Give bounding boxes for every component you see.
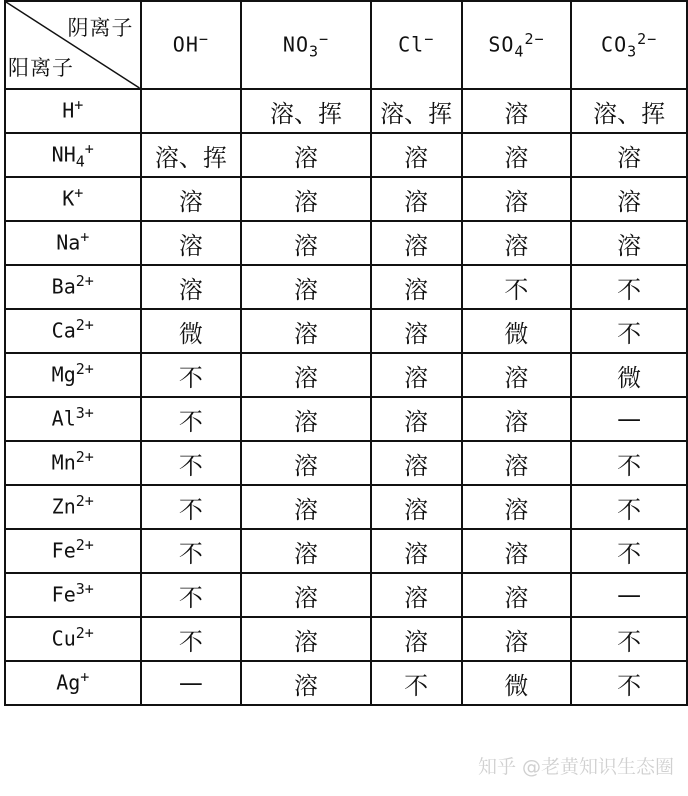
solubility-cell: 溶	[241, 221, 371, 265]
solubility-cell: 溶	[462, 89, 572, 133]
solubility-cell: 溶	[462, 529, 572, 573]
solubility-cell: 不	[141, 485, 242, 529]
solubility-cell: 微	[141, 309, 242, 353]
table-row	[5, 177, 687, 221]
solubility-cell: 溶	[462, 441, 572, 485]
cation-cell: $Ba^{2+}$	[5, 265, 141, 309]
solubility-cell: 溶	[241, 353, 371, 397]
table-row	[5, 573, 687, 617]
solubility-cell: 溶	[141, 265, 242, 309]
solubility-cell	[141, 89, 242, 133]
anion-header-oh: OH−	[141, 1, 242, 89]
cation-cell: H+	[5, 89, 141, 133]
cation-cell: $Zn^{2+}$	[5, 485, 141, 529]
table-row	[5, 485, 687, 529]
header-row	[5, 1, 687, 89]
solubility-cell: 溶	[241, 529, 371, 573]
solubility-cell: 溶	[571, 177, 687, 221]
solubility-cell: 溶	[241, 265, 371, 309]
solubility-cell: 不	[571, 529, 687, 573]
solubility-cell: 溶	[371, 133, 462, 177]
solubility-table	[4, 0, 688, 706]
table-row	[5, 529, 687, 573]
solubility-cell: 不	[141, 441, 242, 485]
solubility-cell: 溶、挥	[571, 89, 687, 133]
solubility-cell: 不	[571, 617, 687, 661]
solubility-cell: 溶	[371, 573, 462, 617]
solubility-cell: 溶	[371, 441, 462, 485]
table-row	[5, 265, 687, 309]
solubility-cell: 溶	[241, 133, 371, 177]
solubility-cell: 溶	[371, 177, 462, 221]
table-row	[5, 89, 687, 133]
cation-cell: $Al^{3+}$	[5, 397, 141, 441]
solubility-cell: 溶、挥	[371, 89, 462, 133]
solubility-cell: 溶	[371, 309, 462, 353]
solubility-cell: 溶	[462, 133, 572, 177]
cation-cell: $NH_4^+$	[5, 133, 141, 177]
cation-cell: Na+	[5, 221, 141, 265]
solubility-cell: 溶	[241, 397, 371, 441]
solubility-cell: 溶	[462, 485, 572, 529]
solubility-cell: 溶	[571, 133, 687, 177]
solubility-cell: —	[571, 573, 687, 617]
solubility-cell: 溶、挥	[141, 133, 242, 177]
anion-header-co3: $CO_3^{2-}$	[571, 1, 687, 89]
cation-cell: Ag+	[5, 661, 141, 705]
solubility-cell: 微	[462, 309, 572, 353]
table-row	[5, 397, 687, 441]
cation-cell: $Fe^{3+}$	[5, 573, 141, 617]
cation-cell: $Fe^{2+}$	[5, 529, 141, 573]
solubility-cell: 溶	[371, 397, 462, 441]
solubility-cell: 溶	[462, 573, 572, 617]
solubility-cell: 微	[571, 353, 687, 397]
table-row	[5, 133, 687, 177]
solubility-cell: 溶	[241, 617, 371, 661]
solubility-cell: 溶	[462, 397, 572, 441]
cation-axis-label: 阳离子	[8, 56, 74, 80]
solubility-cell: 溶	[241, 485, 371, 529]
solubility-cell: 不	[571, 265, 687, 309]
table-row	[5, 221, 687, 265]
cation-cell: $Ca^{2+}$	[5, 309, 141, 353]
solubility-cell: 溶	[462, 353, 572, 397]
solubility-cell: 溶	[371, 617, 462, 661]
solubility-cell: 溶	[371, 529, 462, 573]
cation-cell: $Cu^{2+}$	[5, 617, 141, 661]
solubility-cell: 不	[141, 529, 242, 573]
solubility-cell: 不	[571, 485, 687, 529]
solubility-cell: 不	[141, 397, 242, 441]
solubility-cell: 溶	[241, 441, 371, 485]
solubility-cell: 溶	[141, 221, 242, 265]
table-row	[5, 441, 687, 485]
solubility-cell: 溶	[371, 265, 462, 309]
solubility-cell: 溶	[462, 177, 572, 221]
table-row	[5, 617, 687, 661]
table-row	[5, 353, 687, 397]
solubility-cell: 不	[371, 661, 462, 705]
solubility-cell: 溶	[571, 221, 687, 265]
watermark: 知乎 @老黄知识生态圈	[477, 756, 674, 778]
anion-header-so4: $SO_4^{2-}$	[462, 1, 572, 89]
solubility-cell: 溶	[241, 573, 371, 617]
solubility-cell: 不	[571, 309, 687, 353]
table-row	[5, 661, 687, 705]
anion-axis-label: 阴离子	[67, 16, 134, 40]
table-row	[5, 309, 687, 353]
anion-header-no3: $NO_3^-$	[241, 1, 371, 89]
solubility-cell: 不	[571, 661, 687, 705]
solubility-cell: 溶、挥	[241, 89, 371, 133]
solubility-cell: 不	[141, 353, 242, 397]
corner-cell	[5, 1, 141, 89]
solubility-cell: 微	[462, 661, 572, 705]
solubility-cell: 溶	[241, 177, 371, 221]
solubility-cell: 溶	[371, 353, 462, 397]
solubility-cell: 溶	[241, 661, 371, 705]
solubility-cell: 不	[141, 573, 242, 617]
solubility-cell: 不	[462, 265, 572, 309]
solubility-cell: 不	[571, 441, 687, 485]
solubility-cell: 溶	[141, 177, 242, 221]
cation-cell: $Mn^{2+}$	[5, 441, 141, 485]
cation-cell: K+	[5, 177, 141, 221]
solubility-cell: 溶	[462, 617, 572, 661]
solubility-cell: —	[141, 661, 242, 705]
cation-cell: $Mg^{2+}$	[5, 353, 141, 397]
solubility-cell: 溶	[371, 485, 462, 529]
solubility-cell: 溶	[462, 221, 572, 265]
anion-header-cl: Cl−	[371, 1, 462, 89]
solubility-cell: 溶	[241, 309, 371, 353]
solubility-cell: —	[571, 397, 687, 441]
solubility-cell: 溶	[371, 221, 462, 265]
solubility-cell: 不	[141, 617, 242, 661]
